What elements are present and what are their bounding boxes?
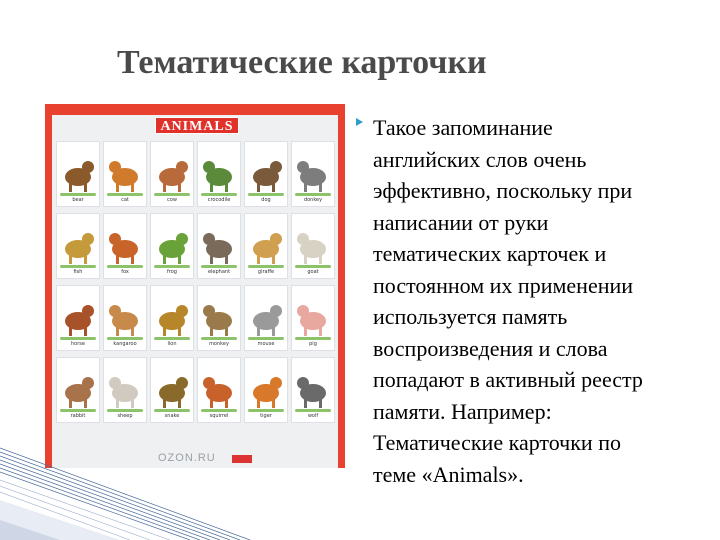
animal-card-label: goat (307, 269, 319, 275)
animal-card (197, 141, 241, 207)
bullet-line: теме «Animals». (373, 461, 524, 487)
grass-strip (107, 265, 143, 268)
grass-strip (107, 337, 143, 340)
animal-card-label: fox (121, 269, 129, 275)
animal-card (103, 285, 147, 351)
animal-card (291, 141, 335, 207)
fish-icon (58, 217, 98, 265)
bullet-line: памяти. Например: (373, 398, 552, 424)
animal-card (197, 357, 241, 423)
pig-icon (293, 289, 333, 337)
grass-strip (107, 193, 143, 196)
cat-icon (105, 145, 145, 193)
animal-card-label: mouse (257, 341, 275, 347)
grass-strip (295, 265, 331, 268)
animal-card-label: snake (164, 413, 180, 419)
animal-card-label: giraffe (257, 269, 275, 275)
animal-card (150, 285, 194, 351)
animal-card (150, 357, 194, 423)
monkey-icon (199, 289, 239, 337)
mouse-icon (246, 289, 286, 337)
bullet-line: тематических карточек и (373, 241, 607, 266)
crocodile-icon (199, 145, 239, 193)
animal-card (197, 213, 241, 279)
animal-card (150, 213, 194, 279)
animals-poster-image (45, 104, 345, 468)
bullet-arrow-icon (356, 118, 363, 126)
bear-icon (58, 145, 98, 193)
bullet-line: Тематические карточки по (373, 430, 621, 455)
cow-icon (152, 145, 192, 193)
frog-icon (152, 217, 192, 265)
animal-card-label: crocodile (207, 197, 231, 203)
dog-icon (246, 145, 286, 193)
animal-card-label: rabbit (70, 413, 86, 419)
animal-card (150, 141, 194, 207)
grass-strip (248, 193, 284, 196)
animal-card (56, 357, 100, 423)
animal-card (56, 141, 100, 207)
grass-strip (248, 409, 284, 412)
grass-strip (154, 337, 190, 340)
grass-strip (60, 193, 96, 196)
grass-strip (60, 337, 96, 340)
bullet-line: воспроизведения и слова (373, 335, 608, 361)
lion-icon (152, 289, 192, 337)
poster-card-grid (56, 141, 334, 423)
animal-card-label: tiger (260, 413, 272, 419)
animal-card (244, 285, 288, 351)
animal-card (103, 357, 147, 423)
animal-card (244, 141, 288, 207)
grass-strip (295, 409, 331, 412)
animal-card (291, 213, 335, 279)
animal-card-label: donkey (303, 197, 323, 203)
animal-card (291, 357, 335, 423)
poster-watermark: OZON.RU (158, 452, 216, 464)
grass-strip (154, 409, 190, 412)
grass-strip (107, 409, 143, 412)
animal-card (291, 285, 335, 351)
animal-card-label: cow (167, 197, 177, 203)
animal-card-label: monkey (209, 341, 229, 347)
slide-title: Тематические карточки (117, 44, 487, 81)
kangaroo-icon (105, 289, 145, 337)
animal-card-label: pig (309, 341, 317, 347)
decorative-lines (0, 440, 260, 540)
animal-card (103, 213, 147, 279)
bullet-line: эффективно, поскольку при (373, 178, 633, 203)
bullet-line: используется память (373, 304, 568, 329)
animal-card-label: elephant (207, 269, 231, 275)
grass-strip (295, 193, 331, 196)
grass-strip (201, 265, 237, 268)
squirrel-icon (199, 361, 239, 409)
animal-card-label: cat (121, 197, 129, 203)
animal-card-label: kangaroo (113, 341, 137, 347)
bullet-line: английских слов очень (373, 146, 587, 172)
bullet-item (356, 112, 706, 490)
poster-title: ANIMALS (155, 117, 239, 134)
rabbit-icon (58, 361, 98, 409)
animal-card (56, 213, 100, 279)
grass-strip (201, 193, 237, 196)
animal-card-label: squirrel (209, 413, 229, 419)
bullet-line: Такое запоминание (373, 115, 553, 140)
animal-card-label: sheep (117, 413, 133, 419)
grass-strip (60, 409, 96, 412)
grass-strip (248, 337, 284, 340)
wolf-icon (293, 361, 333, 409)
bullet-line: попадают в активный реестр (373, 367, 643, 392)
animal-card-label: bear (72, 197, 84, 203)
grass-strip (201, 337, 237, 340)
grass-strip (154, 265, 190, 268)
bullet-line: написании от руки (373, 209, 549, 235)
animal-card (244, 213, 288, 279)
bullet-line: постоянном их применении (373, 272, 634, 298)
grass-strip (60, 265, 96, 268)
grass-strip (295, 337, 331, 340)
animal-card-label: frog (167, 269, 177, 275)
animal-card-label: dog (261, 197, 271, 203)
animal-card (244, 357, 288, 423)
animal-card-label: fish (73, 269, 83, 275)
grass-strip (248, 265, 284, 268)
animal-card (56, 285, 100, 351)
horse-icon (58, 289, 98, 337)
grass-strip (154, 193, 190, 196)
giraffe-icon (246, 217, 286, 265)
sheep-icon (105, 361, 145, 409)
goat-icon (293, 217, 333, 265)
snake-icon (152, 361, 192, 409)
animal-card-label: lion (167, 341, 177, 347)
fox-icon (105, 217, 145, 265)
tiger-icon (246, 361, 286, 409)
grass-strip (201, 409, 237, 412)
bullet-paragraph (373, 112, 706, 490)
animal-card-label: wolf (307, 413, 319, 419)
animal-card-label: horse (71, 341, 85, 347)
animal-card (103, 141, 147, 207)
poster-canvas (52, 115, 338, 468)
animal-card (197, 285, 241, 351)
elephant-icon (199, 217, 239, 265)
donkey-icon (293, 145, 333, 193)
